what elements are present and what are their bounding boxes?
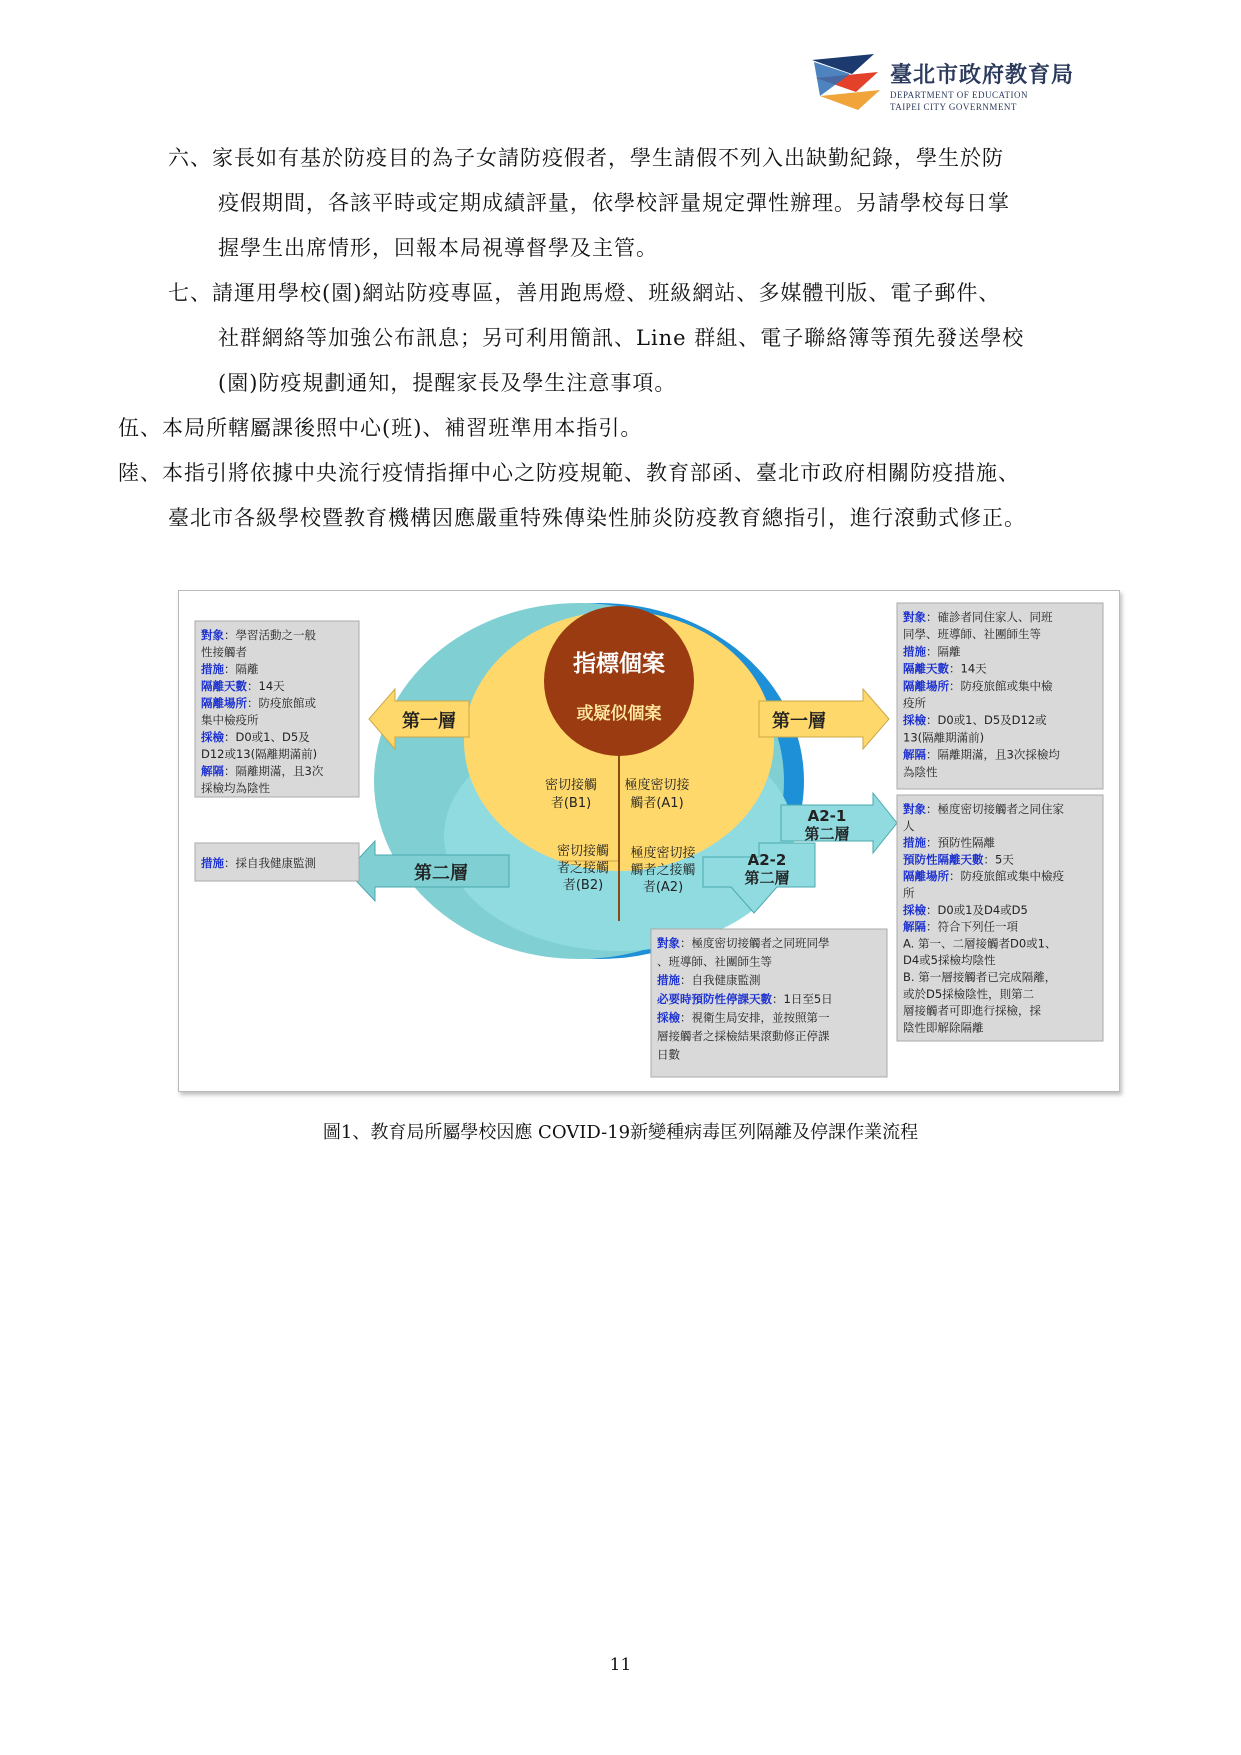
box-left1-line: D12或13(隔離期滿前) [201, 747, 318, 761]
arrow-right-first-layer-label: 第一層 [772, 711, 826, 732]
box-right1-line: 13(隔離期滿前) [903, 730, 985, 745]
box-bottom-line: 採檢：視衛生局安排，並按照第一 [657, 1010, 830, 1025]
box-bottom-line: 、班導師、社團師生等 [657, 954, 772, 969]
page-number: 11 [609, 1655, 632, 1675]
box-right1-line: 疫所 [903, 696, 926, 710]
box-right1-line: 措施：隔離 [903, 644, 961, 659]
box-left1-line: 隔離天數：14天 [201, 679, 285, 693]
box-right2-line: B. 第一層接觸者已完成隔離， [903, 970, 1057, 984]
box-right2-line: 人 [903, 818, 915, 833]
a1-label-2: 觸者(A1) [630, 796, 684, 811]
a2-label-3: 者(A2) [642, 880, 684, 895]
box-right2-line: 隔離場所：防疫旅館或集中檢疫 [903, 869, 1064, 884]
box-right2-line: A. 第一、二層接觸者D0或1、 [903, 936, 1057, 951]
box-left1-line: 隔離場所：防疫旅館或 [201, 696, 316, 710]
box-right2-line: 對象：極度密切接觸者之同住家 [903, 802, 1064, 816]
department-logo [812, 52, 1132, 122]
index-case-sub: 或疑似個案 [576, 704, 662, 724]
a2-label-2: 觸者之接觸 [630, 863, 696, 878]
paragraph-7-line-2: 社群網絡等加強公布訊息；另可利用簡訊、Line 群組、電子聯絡簿等預先發送學校 [218, 326, 1025, 350]
b1-label-1: 密切接觸 [544, 778, 598, 793]
paragraph-7-line-3: (園)防疫規劃通知，提醒家長及學生注意事項。 [218, 371, 677, 395]
box-bottom-line: 必要時預防性停課天數：1日至5日 [657, 991, 833, 1006]
paragraph-7-line-1: 七、請運用學校(園)網站防疫專區，善用跑馬燈、班級網站、多媒體刊版、電子郵件、 [168, 281, 1001, 305]
box-right1-line: 對象：確診者同住家人、同班 [903, 610, 1053, 624]
b1-label-2: 者(B1) [550, 796, 592, 811]
box-right2-line: 採檢：D0或1及D4或D5 [903, 902, 1028, 917]
box-right2-line: 解隔：符合下列任一項 [903, 919, 1018, 934]
box-bottom-line: 日數 [657, 1047, 680, 1062]
index-case-circle [544, 606, 694, 756]
arrow-left-first-layer-label: 第一層 [402, 711, 456, 732]
arrow-a2-1-layer: 第二層 [804, 825, 850, 843]
box-right1-line: 隔離場所：防疫旅館或集中檢 [903, 678, 1053, 693]
isolation-flow-diagram [178, 590, 1120, 1092]
box-right1-line: 同學、班導師、社團師生等 [903, 627, 1041, 642]
box-left1-line: 對象：學習活動之一般 [201, 628, 316, 642]
box-right2-line: 層接觸者可即進行採檢，採 [903, 1003, 1041, 1018]
a1-label-1: 極度密切接 [624, 778, 690, 793]
box-right1-line: 解隔：隔離期滿，且3次採檢均 [903, 747, 1060, 762]
figure-caption: 圖1、教育局所屬學校因應 COVID-19新變種病毒匡列隔離及停課作業流程 [322, 1122, 919, 1143]
box-right2-line: 所 [903, 886, 915, 900]
b2-label-1: 密切接觸 [556, 844, 610, 859]
paragraph-6-line-1: 六、家長如有基於防疫目的為子女請防疫假者，學生請假不列入出缺勤紀錄，學生於防 [168, 146, 1004, 170]
box-right2-line: 措施：預防性隔離 [903, 835, 995, 850]
logo-title: 臺北市政府教育局 [890, 63, 1075, 88]
section-6-line-1: 陸、本指引將依據中央流行疫情指揮中心之防疫規範、教育部函、臺北市政府相關防疫措施、 [118, 461, 1020, 485]
arrow-a2-1-code: A2-1 [807, 807, 847, 825]
section-5-paragraph: 伍、本局所轄屬課後照中心(班)、補習班準用本指引。 [118, 416, 643, 440]
section-6-line-2: 臺北市各級學校暨教育機構因應嚴重特殊傳染性肺炎防疫教育總指引，進行滾動式修正。 [168, 506, 1026, 530]
box-left1-line: 措施：隔離 [201, 662, 259, 676]
box-left1-line: 集中檢疫所 [201, 713, 259, 727]
box-right2-line: 陰性即解除隔離 [903, 1020, 984, 1035]
box-left1-line: 採檢：D0或1、D5及 [201, 730, 310, 744]
box-left2-line: 措施：採自我健康監測 [201, 856, 316, 870]
box-right1-line: 隔離天數：14天 [903, 661, 987, 676]
arrow-left-second-layer-label: 第二層 [414, 863, 468, 884]
logo-mark-icon [812, 52, 882, 116]
arrow-a2-2-code: A2-2 [747, 851, 787, 869]
paragraph-6-line-2: 疫假期間，各該平時或定期成績評量，依學校評量規定彈性辦理。另請學校每日掌 [218, 191, 1010, 215]
box-right2-line: 或於D5採檢陰性，則第二 [903, 986, 1035, 1001]
b2-label-2: 者之接觸 [556, 861, 610, 876]
box-left-second-layer-text [201, 856, 316, 870]
box-bottom-line: 層接觸者之採檢結果滾動修正停課 [657, 1029, 830, 1043]
box-right1-line: 為陰性 [903, 764, 938, 779]
box-bottom-line: 措施：自我健康監測 [657, 973, 761, 988]
logo-subtitle-2: TAIPEI CITY GOVERNMENT [890, 102, 1017, 112]
paragraph-6-line-3: 握學生出席情形，回報本局視導督學及主管。 [218, 236, 658, 260]
box-left1-line: 性接觸者 [201, 645, 247, 659]
logo-subtitle-1: DEPARTMENT OF EDUCATION [890, 90, 1028, 100]
a2-label-1: 極度密切接 [630, 846, 696, 861]
box-left1-line: 採檢均為陰性 [201, 781, 270, 795]
b2-label-3: 者(B2) [562, 878, 604, 893]
box-right2-line: 預防性隔離天數：5天 [903, 852, 1014, 867]
box-bottom-line: 對象：極度密切接觸者之同班同學 [657, 936, 830, 950]
box-left1-line: 解隔：隔離期滿，且3次 [201, 764, 324, 778]
index-case-title: 指標個案 [573, 651, 665, 677]
arrow-a2-2-layer: 第二層 [744, 869, 790, 887]
box-right2-line: D4或5採檢均陰性 [903, 953, 996, 968]
box-right1-line: 採檢：D0或1、D5及D12或 [903, 713, 1047, 728]
